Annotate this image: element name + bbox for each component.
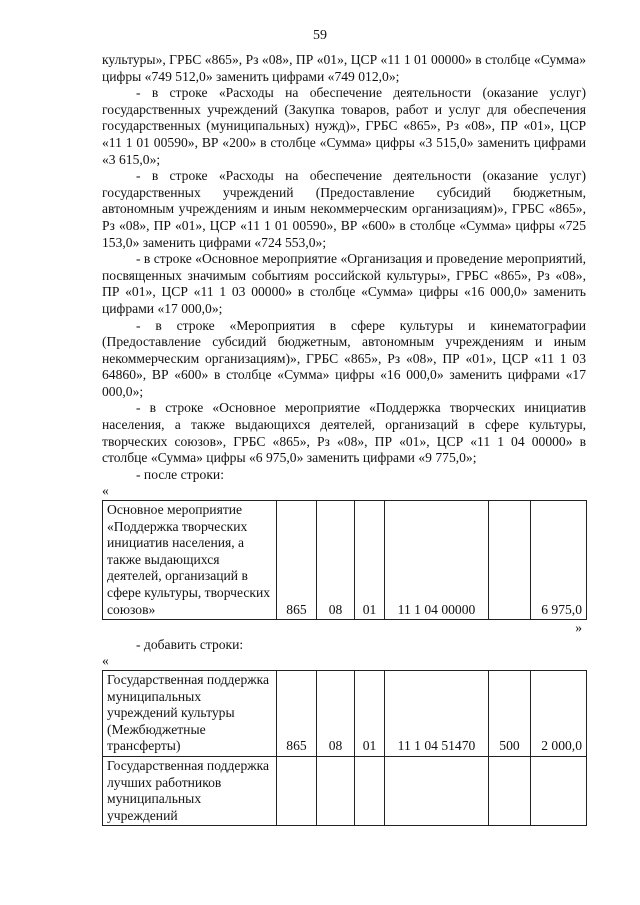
row-name-cell: Государственная поддержка муниципальных учреждений культуры (Межбюджетные трансферты) — [103, 670, 277, 756]
grbs-cell — [277, 756, 317, 825]
paragraph: - в строке «Расходы на обеспечение деятельности (оказание услуг) государственных учреждений (Закупка товаров, работ и услуг для обеспечения государственных (муниципальных) нужд)», ГРБС «865», Рз «08», ПР «01», ЦСР «11 1 01 00590», ВР «200» в столбце «Сумма» цифры «3 515,0» заменить цифрами «3 615,0»; — [102, 85, 586, 167]
table-row — [103, 670, 587, 756]
paragraph: - в строке «Расходы на обеспечение деятельности (оказание услуг) государственных учреждений (Предоставление субсидий бюджетным, автономным учреждениям и иным некоммерческим организациям)», ГРБС «865», Рз «08», ПР «01», ЦСР «11 1 01 00590», ВР «600» в столбце «Сумма» цифры «725 153,0» заменить цифрами «724 553,0»; — [102, 168, 586, 250]
grbs-cell: 865 — [277, 670, 317, 756]
rz-cell: 08 — [317, 670, 355, 756]
paragraph: - в строке «Основное мероприятие «Поддержка творческих инициатив населения, а также выдающихся деятелей, организаций в сфере культуры, творческих союзов», ГРБС «865», Рз «08», ПР «01», ЦСР «11 1 04 00000» в столбце «Сумма» цифры «6 975,0» заменить цифрами «9 775,0»; — [102, 400, 586, 466]
row-name-cell: Государственная поддержка лучших работников муниципальных учреждений — [103, 756, 277, 825]
open-quote: « — [102, 483, 109, 499]
paragraph: - в строке «Мероприятия в сфере культуры и кинематографии (Предоставление субсидий бюджетным, автономным учреждениям и иным некоммерческим организациям)», ГРБС «865», Рз «08», ПР «01», ЦСР «11 1 03 64860», ВР «600» в столбце «Сумма» цифры «16 000,0» заменить цифрами «17 000,0»; — [102, 317, 586, 399]
pr-cell — [355, 756, 385, 825]
table-row — [103, 501, 587, 620]
vr-cell: 500 — [489, 670, 531, 756]
after-row-label: - после строки: — [136, 466, 224, 482]
pr-cell: 01 — [355, 501, 385, 620]
csr-cell — [385, 756, 489, 825]
document-body — [102, 52, 586, 826]
table-added-rows — [102, 670, 587, 826]
page-number: 59 — [313, 28, 327, 43]
csr-cell: 11 1 04 00000 — [385, 501, 489, 620]
pr-cell: 01 — [355, 670, 385, 756]
rz-cell: 08 — [317, 501, 355, 620]
open-quote: « — [102, 653, 109, 669]
table-row — [103, 756, 587, 825]
table-existing-row — [102, 500, 587, 620]
sum-cell — [531, 756, 587, 825]
row-name-cell: Основное мероприятие «Поддержка творческих инициатив населения, а также выдающихся деятелей, организаций в сфере культуры, творческих союзов» — [103, 501, 277, 620]
vr-cell — [489, 756, 531, 825]
grbs-cell: 865 — [277, 501, 317, 620]
close-quote: » — [575, 620, 582, 636]
csr-cell: 11 1 04 51470 — [385, 670, 489, 756]
sum-cell: 2 000,0 — [531, 670, 587, 756]
sum-cell: 6 975,0 — [531, 501, 587, 620]
rz-cell — [317, 756, 355, 825]
vr-cell — [489, 501, 531, 620]
paragraph: культуры», ГРБС «865», Рз «08», ПР «01», ЦСР «11 1 01 00000» в столбце «Сумма» цифры «749 512,0» заменить цифрами «749 012,0»; — [102, 52, 586, 84]
add-rows-label: - добавить строки: — [136, 636, 244, 652]
paragraph: - в строке «Основное мероприятие «Организация и проведение мероприятий, посвященных значимым событиям российской культуры», ГРБС «865», Рз «08», ПР «01», ЦСР «11 1 03 00000» в столбце «Сумма» цифры «16 000,0» заменить цифрами «17 000,0»; — [102, 251, 587, 316]
